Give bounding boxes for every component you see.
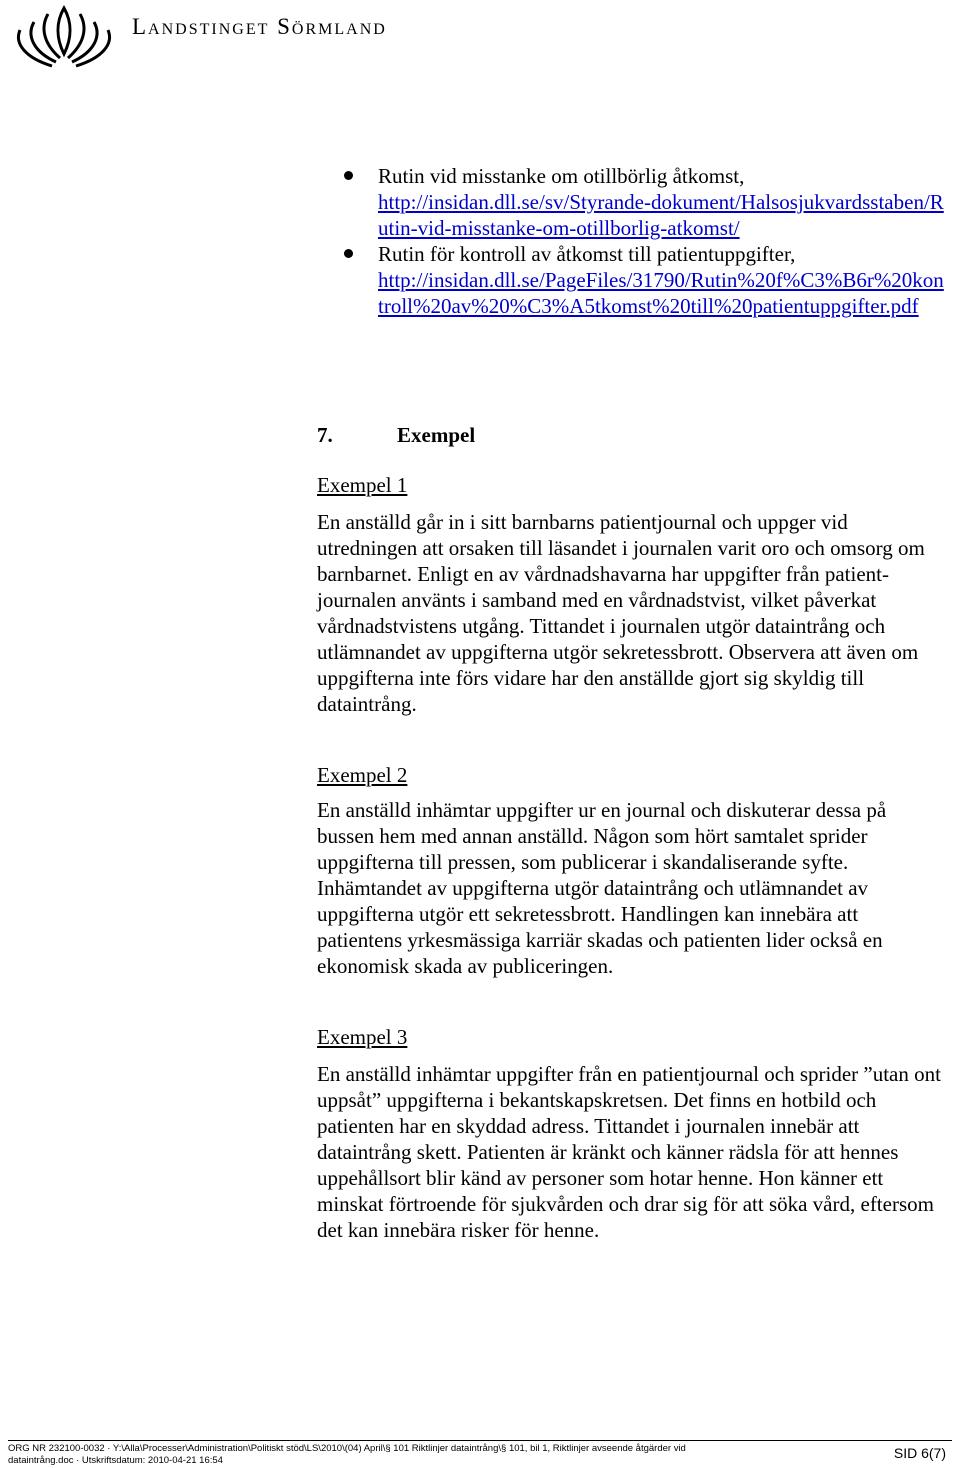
example-body: En anställd går in i sitt barnbarns patientjournal och uppger vid utredningen att orsaken till läsandet i journalen varit oro och omsorg om barnbarnet. Enligt en av vårdnadshavarna har uppgifter från patientjournalen använts i samband med en vårdnadstvist, vilket påverkat vårdnadstvistens utgång. Tittandet i journalen utgör dataintrång och utlämnandet av uppgifterna utgör sekretessbrott. Observera att även om uppgifterna inte förs vidare har den anställde gjort sig skyldig till dataintrång. <box>317 510 925 716</box>
reference-item <box>344 163 944 241</box>
section-heading <box>317 422 947 448</box>
reference-text: Rutin vid misstanke om otillbörlig åtkomst, <box>378 164 745 188</box>
bullet-icon <box>344 249 353 258</box>
example-heading: Exempel 3 <box>317 1025 408 1049</box>
landstinget-logo <box>8 4 120 68</box>
example-heading: Exempel 1 <box>317 473 408 497</box>
reference-link[interactable]: http://insidan.dll.se/PageFiles/31790/Rutin%20f%C3%B6r%20kontroll%20av%20%C3%A5tkomst%20till%20patientuppgifter.pdf <box>378 268 944 318</box>
example-heading: Exempel 2 <box>317 763 408 787</box>
example-body: En anställd inhämtar uppgifter från en patientjournal och sprider ”utan ont uppsåt” uppgifterna i bekantskapskretsen. Det finns en hotbild och patienten har en skyddad adress. Tittandet i journalen innebär att dataintrång skett. Patienten är kränkt och känner rädsla för att hennes uppehållsort blir känd av personer som hotar henne. Hon känner ett minskat förtroende för sjukvården och drar sig för att söka vård, eftersom det kan innebära risker för henne. <box>317 1062 941 1242</box>
page-footer <box>8 1440 952 1467</box>
section-title: Exempel <box>397 423 476 447</box>
page-number: SID 6(7) <box>893 1445 946 1461</box>
example-body: En anställd inhämtar uppgifter ur en journal och diskuterar dessa på bussen hem med annan anställd. Någon som hört samtalet sprider uppgifterna till pressen, som publicerar i skandaliserande syfte. Inhämtandet av uppgifterna utgör dataintrång och utlämnandet av uppgifterna utgör ett sekretessbrott. Handlingen kan innebära att patientens yrkesmässiga karriär skadas och patienten lider också en ekonomisk skada av publiceringen. <box>317 798 887 978</box>
footer-path: ORG NR 232100-0032 · Y:\Alla\Processer\Administration\Politiskt stöd\LS\2010\(04) April\§ 101 Riktlinjer dataintrång\§ 101, bil 1, Riktlinjer avseende åtgärder vid <box>8 1443 686 1454</box>
footer-print-date: dataintrång.doc · Utskriftsdatum: 2010-04-21 16:54 <box>8 1455 223 1466</box>
reference-list <box>344 163 944 319</box>
reference-item <box>344 241 944 319</box>
reference-link[interactable]: http://insidan.dll.se/sv/Styrande-dokument/Halsosjukvardsstaben/Rutin-vid-misstanke-om-otillborlig-atkomst/ <box>378 190 944 240</box>
organization-name: Landstinget Sörmland <box>132 14 387 39</box>
bullet-icon <box>344 171 353 180</box>
section-number: 7. <box>317 423 333 447</box>
reference-text: Rutin för kontroll av åtkomst till patientuppgifter, <box>378 242 796 266</box>
